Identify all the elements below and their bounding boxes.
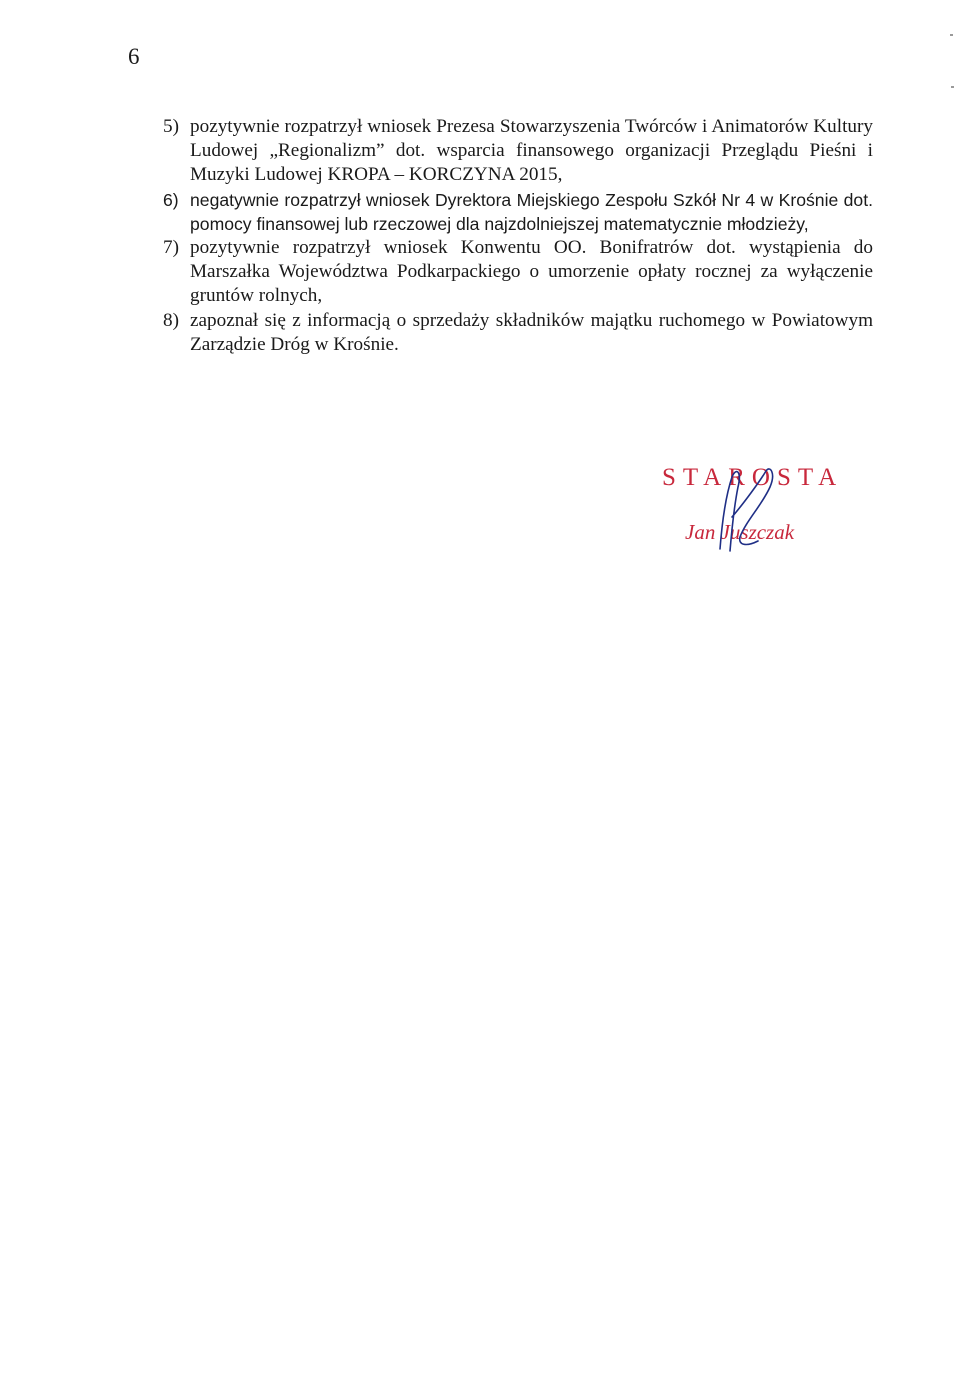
list-item-5 — [163, 115, 873, 188]
item-text: pozytywnie rozpatrzył wniosek Konwentu OO. Bonifratrów dot. wystąpienia do Marszałka Województwa Podkarpackiego o umorzenie opłaty rocznej za wyłączenie gruntów rolnych, — [190, 237, 873, 307]
list-item-7 — [163, 236, 873, 309]
item-text: zapoznał się z informacją o sprzedaży składników majątku ruchomego w Powiatowym Zarządzie Dróg w Krośnie. — [190, 309, 873, 355]
stamp-title: STAROSTA — [662, 464, 844, 491]
list-item-8 — [163, 309, 873, 357]
item-text: pozytywnie rozpatrzył wniosek Prezesa Stowarzyszenia Twórców i Animatorów Kultury Ludowej „Regionalizm” dot. wsparcia finansowego organizacji Przeglądu Pieśni i Muzyki Ludowej KROPA – KORCZYNA 2015, — [190, 116, 873, 186]
item-number: 8) — [163, 309, 179, 331]
resolution-list — [163, 115, 873, 357]
stamp-name: Jan Juszczak — [685, 520, 795, 544]
scan-artifact — [950, 34, 953, 36]
item-text: negatywnie rozpatrzył wniosek Dyrektora Miejskiego Zespołu Szkół Nr 4 w Krośnie dot. pomocy finansowej lub rzeczowej dla najzdolniejszej matematycznie młodzieży, — [190, 189, 873, 234]
list-item-6 — [163, 188, 873, 236]
signature-block — [652, 455, 852, 575]
scan-artifact — [951, 86, 954, 88]
item-number: 5) — [163, 116, 179, 137]
signature-stamp — [652, 455, 852, 575]
page-number: 6 — [128, 44, 140, 69]
item-number: 7) — [163, 237, 179, 259]
item-number: 6) — [163, 189, 179, 210]
